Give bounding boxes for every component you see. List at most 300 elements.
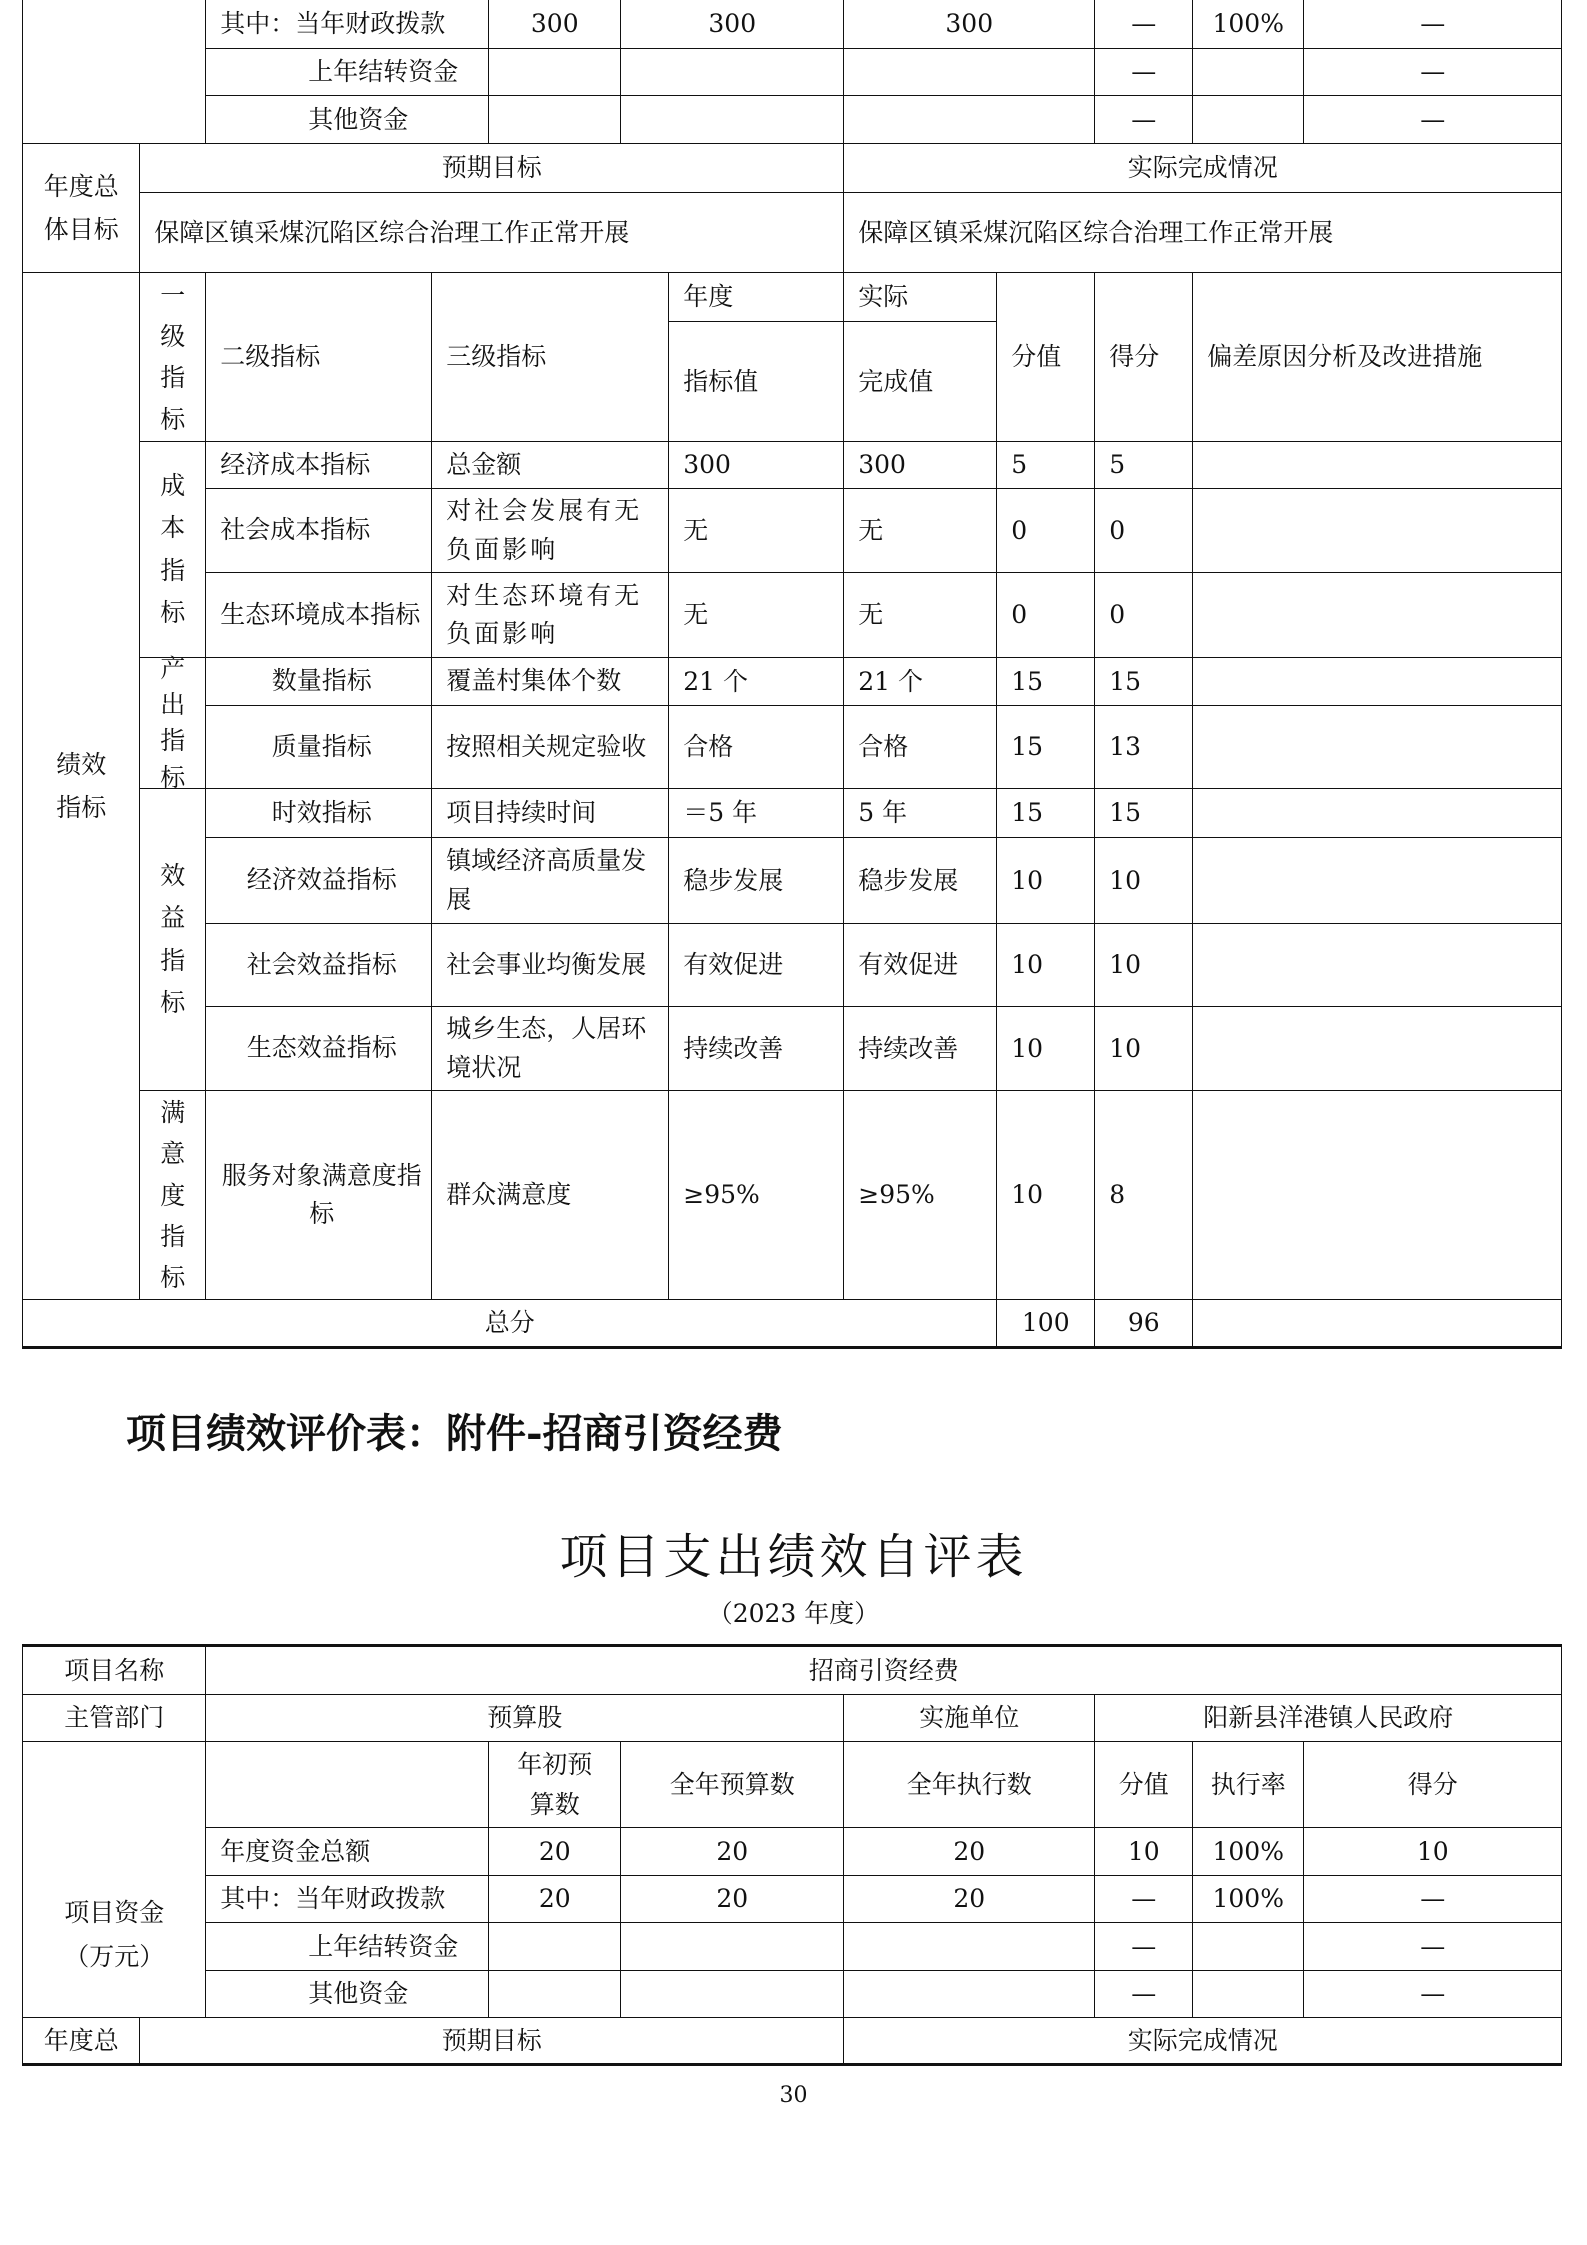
annual-target-header-top-text: 年度 [683,282,734,312]
fund-row-label [205,1875,489,1923]
fund-annual [620,0,844,49]
expected-goal-header [139,143,844,193]
fund-row-label [205,95,489,144]
actual-goal-header-text: 实际完成情况 [1127,153,1278,183]
indicator-target [668,1006,844,1091]
group-char: 效 [160,860,186,890]
funds-label-cell-blank [22,0,206,144]
funds-label-line1: 项目资金 [64,1898,165,1927]
dept [205,1694,844,1742]
indicator-deviation [1192,441,1562,489]
impl [1094,1694,1562,1742]
indicator-score-text: 10 [1109,1033,1142,1063]
annual-target-header-top [668,272,844,322]
indicator-level3-text: 总金额 [446,449,522,479]
fund-annual [620,95,844,144]
indicator-score [1094,572,1193,658]
fund-header-annual [620,1741,844,1828]
indicator-score-text: 15 [1109,798,1142,828]
indicator-level2 [205,657,432,706]
group-char: 指 [160,1221,186,1251]
fund-score-text: 10 [1416,1836,1449,1866]
indicator-actual-text: 无 [858,515,884,545]
fund-score [1303,1875,1562,1923]
indicator-score-value-text: 0 [1011,600,1028,630]
fund-rate-text: 100% [1212,1836,1284,1866]
indicator-level3-text: 群众满意度 [446,1179,572,1209]
fund-annual-text: 300 [708,8,757,38]
indicator-score-value-text: 15 [1011,666,1044,696]
indicator-level2-text: 生态效益指标 [246,1033,397,1063]
indicator-actual [843,705,997,789]
fund-score-text: — [1420,57,1446,87]
group-char: 产 [160,653,186,683]
project-name [205,1644,1562,1695]
fund-annual-text: 20 [716,1836,749,1866]
indicator-deviation [1192,923,1562,1007]
fund-executed [843,1970,1095,2018]
indicator-level3-text: 对社会发展有无负面影响 [446,496,643,564]
fund-rate [1192,0,1304,49]
fund-header-score-text: 得分 [1407,1769,1458,1799]
group-char: 益 [160,903,186,933]
fund-score-value [1094,1970,1193,2018]
fund-score-text: — [1420,1884,1446,1914]
fund-annual [620,1970,844,2018]
indicator-score [1094,705,1193,789]
fund-initial-text: 300 [530,8,579,38]
fund-executed [843,1827,1095,1876]
fund-rate [1192,48,1304,96]
indicator-score [1094,837,1193,924]
group-char: 本 [160,513,186,543]
indicator-deviation [1192,837,1562,924]
fund-score-value [1094,48,1193,96]
group-char: 标 [160,598,186,628]
fund-header-rate-text: 执行率 [1210,1769,1286,1799]
fund-header-executed [843,1741,1095,1828]
indicator-level2-text: 时效指标 [271,797,372,827]
fund-initial [488,48,621,96]
fund-score-text: — [1420,104,1446,134]
level1-char: 级 [160,322,186,351]
fund-row-label [205,48,489,96]
indicator-deviation [1192,1090,1562,1300]
fund-score-value [1094,1875,1193,1923]
indicator-score-value-text: 10 [1011,950,1044,980]
group-char: 满 [160,1098,186,1128]
impl-label-text: 实施单位 [919,1703,1020,1733]
level2-header [205,272,432,442]
expected-goal [139,192,844,273]
indicator-actual [843,837,997,924]
form-title: 项目支出绩效自评表 [559,1529,1028,1585]
indicator-level2-text: 生态环境成本指标 [220,599,421,629]
indicator-score [1094,488,1193,573]
fund-rate [1192,1875,1304,1923]
page-number: 30 [779,2083,808,2108]
indicator-level2 [205,572,432,658]
fund-header-executed-text: 全年执行数 [906,1769,1032,1799]
indicator-level2-text: 数量指标 [271,666,372,696]
indicator-score-value [996,657,1095,706]
dept-label-text: 主管部门 [64,1703,165,1733]
fund-rate-text: 100% [1212,1884,1284,1914]
fund-header-score-value-text: 分值 [1118,1769,1169,1799]
indicator-level2 [205,1090,432,1300]
indicator-actual [843,572,997,658]
fund-row-label-text: 其中：当年财政拨款 [220,8,446,38]
actual-goal-header [843,2017,1562,2066]
funds-label [22,1741,206,2018]
indicator-target [668,441,844,489]
group-char: 出 [160,690,186,719]
indicator-level2 [205,1006,432,1091]
group-char: 指 [160,726,186,756]
fund-rate [1192,95,1304,144]
indicator-score-value [996,923,1095,1007]
fund-score-text: — [1420,1931,1446,1961]
indicator-target [668,572,844,658]
fund-initial-text: 20 [538,1884,571,1914]
group-char: 成 [160,470,186,500]
fund-header-annual-text: 全年预算数 [669,1769,795,1799]
indicator-actual-text: 300 [858,450,906,480]
annual-goal-label-line2: 体目标 [43,215,119,245]
indicator-score [1094,657,1193,706]
fund-initial [488,1875,621,1923]
indicator-target-text: 持续改善 [683,1033,784,1063]
fund-annual-text: 20 [716,1884,749,1914]
fund-annual [620,1875,844,1923]
indicator-level2-text: 经济效益指标 [246,865,397,895]
form-year: （2023 年度） [707,1599,880,1628]
total-score-text: 96 [1127,1308,1160,1338]
total-label-text: 总分 [484,1308,535,1338]
indicator-level3 [431,441,669,489]
actual-header-top-text: 实际 [858,282,909,312]
fund-row-label-text: 其他资金 [308,1979,409,2009]
indicator-actual [843,657,997,706]
indicator-score-value [996,441,1095,489]
score-value-header-text: 分值 [1011,342,1062,372]
expected-goal-text: 保障区镇采煤沉陷区综合治理工作正常开展 [154,217,630,247]
fund-row-label-text: 年度资金总额 [220,1836,371,1866]
indicator-score-value-text: 0 [1011,515,1028,545]
fund-annual [620,48,844,96]
indicator-score [1094,923,1193,1007]
indicator-target-text: 21 个 [683,666,749,696]
indicator-target [668,788,844,838]
performance-label-line1: 绩效 [56,749,107,779]
fund-score [1303,95,1562,144]
indicator-score-text: 0 [1109,600,1126,630]
indicator-score-value-text: 10 [1011,865,1044,895]
indicator-level2 [205,488,432,573]
indicator-level2-text: 服务对象满意度指标 [221,1160,422,1229]
annual-target-header-bottom [668,321,844,442]
fund-executed [843,1875,1095,1923]
indicator-level2-text: 经济成本指标 [220,449,371,479]
indicator-level3 [431,488,669,573]
indicator-score-value [996,572,1095,658]
fund-score [1303,1922,1562,1971]
fund-rate [1192,1922,1304,1971]
annual-goal-label-partial-text: 年度总 [43,2025,119,2055]
indicator-actual-text: 无 [858,600,884,630]
fund-annual [620,1922,844,1971]
level1-header [139,272,206,442]
indicator-score-value-text: 10 [1011,1033,1044,1063]
indicator-level2 [205,788,432,838]
impl-text: 阳新县洋港镇人民政府 [1203,1703,1454,1733]
indicator-level3 [431,837,669,924]
indicator-score-value [996,705,1095,789]
level1-char: 一 [160,280,186,310]
group-char: 指 [160,945,186,975]
fund-executed-text: 20 [953,1884,986,1914]
level3-header-text: 三级指标 [446,342,547,372]
deviation-header-text: 偏差原因分析及改进措施 [1207,342,1483,372]
indicator-score-value-text: 10 [1011,1180,1044,1210]
indicator-actual [843,1006,997,1091]
project-name-label-text: 项目名称 [64,1655,165,1685]
fund-rate [1192,1970,1304,2018]
section-heading: 项目绩效评价表：附件-招商引资经费 [126,1410,783,1457]
expected-goal-header-text: 预期目标 [441,2025,542,2055]
indicator-actual-text: 持续改善 [858,1033,959,1063]
group-char: 意 [160,1139,186,1169]
indicator-deviation [1192,572,1562,658]
indicator-score-text: 10 [1109,950,1142,980]
fund-header-initial [488,1741,621,1828]
indicator-score-value-text: 5 [1011,450,1028,480]
indicator-level3 [431,657,669,706]
total-deviation [1192,1299,1562,1349]
fund-row-label [205,1827,489,1876]
indicator-score-text: 0 [1109,515,1126,545]
group-char: 标 [160,1263,186,1293]
indicator-actual [843,488,997,573]
indicator-level2 [205,923,432,1007]
indicator-level2 [205,441,432,489]
indicator-target-text: 合格 [683,732,734,762]
fund-header-score-value [1094,1741,1193,1828]
indicator-score [1094,441,1193,489]
fund-initial [488,95,621,144]
deviation-header [1192,272,1562,442]
indicator-actual [843,923,997,1007]
fund-score-value-text: 10 [1127,1836,1160,1866]
indicator-deviation [1192,488,1562,573]
annual-goal-label-line1: 年度总 [43,171,119,201]
expected-goal-header-text: 预期目标 [441,153,542,183]
indicator-target [668,1090,844,1300]
score-header [1094,272,1193,442]
indicator-target-text: 无 [683,515,709,545]
group-char: 标 [160,762,186,792]
indicator-level3-text: 按照相关规定验收 [446,731,647,761]
indicator-score-value-text: 15 [1011,798,1044,828]
fund-score-value [1094,0,1193,49]
actual-goal-header-text: 实际完成情况 [1127,2025,1278,2055]
level2-header-text: 二级指标 [220,342,321,372]
indicator-actual-text: ≥95% [858,1180,935,1210]
fund-initial [488,1922,621,1971]
indicator-target-text: 稳步发展 [683,865,784,895]
fund-header-blank [205,1741,489,1828]
performance-indicators-label [22,272,140,1300]
indicator-level3 [431,572,669,658]
indicator-score-value [996,788,1095,838]
impl-label [843,1694,1095,1742]
indicator-level3-text: 覆盖村集体个数 [446,666,622,696]
indicator-level3 [431,705,669,789]
fund-header-rate [1192,1741,1304,1828]
indicator-level3-text: 项目持续时间 [446,797,597,827]
fund-executed [843,0,1095,49]
indicator-score-value [996,488,1095,573]
indicator-score-value [996,1090,1095,1300]
indicator-score-text: 13 [1109,732,1142,762]
fund-initial [488,1827,621,1876]
fund-annual [620,1827,844,1876]
actual-goal-header [843,143,1562,193]
indicator-actual-text: 稳步发展 [858,865,959,895]
fund-row-label-text: 上年结转资金 [308,1931,459,1961]
fund-score-value-text: — [1131,104,1157,134]
fund-score [1303,1970,1562,2018]
group-cost-label [139,441,206,658]
fund-score-value [1094,95,1193,144]
group-benefit-label [139,788,206,1091]
fund-score-value-text: — [1131,8,1157,38]
total-label [22,1299,997,1349]
expected-goal-header [139,2017,844,2066]
indicator-level3-text: 社会事业均衡发展 [446,949,647,979]
group-char: 指 [160,555,186,585]
fund-header-initial-line1: 年初预 [517,1749,593,1779]
indicator-score [1094,1090,1193,1300]
fund-row-label-text: 上年结转资金 [308,57,459,87]
indicator-target-text: 有效促进 [683,950,784,980]
indicator-score [1094,788,1193,838]
indicator-target-text: 无 [683,600,709,630]
fund-score-value-text: — [1131,57,1157,87]
fund-score-value [1094,1827,1193,1876]
indicator-score [1094,1006,1193,1091]
indicator-level3-text: 镇域经济高质量发展 [446,846,647,914]
indicator-score-text: 5 [1109,450,1126,480]
dept-text: 预算股 [487,1703,563,1733]
group-satisfaction-label [139,1090,206,1300]
fund-score-value-text: — [1131,1979,1157,2009]
fund-score [1303,1827,1562,1876]
indicator-level2-text: 质量指标 [271,731,372,761]
indicator-target-text: 300 [683,450,731,480]
indicator-deviation [1192,705,1562,789]
indicator-actual-text: 21 个 [858,666,924,696]
dept-label [22,1694,206,1742]
fund-header-initial-line2: 算数 [529,1789,580,1819]
indicator-actual [843,1090,997,1300]
fund-rate-text: 100% [1212,8,1284,38]
fund-executed [843,95,1095,144]
indicator-actual-text: 合格 [858,732,909,762]
indicator-score-text: 15 [1109,666,1142,696]
project-name-label [22,1644,206,1695]
indicator-deviation [1192,657,1562,706]
actual-header-top [843,272,997,322]
indicator-target [668,705,844,789]
indicator-level3-text: 对生态环境有无负面影响 [446,580,643,649]
fund-row-label-text: 其他资金 [308,104,409,134]
score-header-text: 得分 [1109,342,1160,372]
actual-header-bottom [843,321,997,442]
fund-executed [843,48,1095,96]
indicator-actual-text: 有效促进 [858,950,959,980]
fund-initial [488,1970,621,2018]
annual-target-header-bottom-text: 指标值 [683,366,759,396]
indicator-target [668,657,844,706]
project-name-text: 招商引资经费 [808,1655,959,1685]
fund-score-value-text: — [1131,1884,1157,1914]
indicator-actual-text: 5 年 [858,798,908,828]
group-output-label [139,653,206,792]
indicator-target-text: ＝5 年 [683,798,758,828]
indicator-target-text: ≥95% [683,1180,760,1210]
indicator-level2-text: 社会效益指标 [246,949,397,979]
indicator-score-value [996,837,1095,924]
fund-score-text: — [1420,8,1446,38]
fund-row-label-text: 其中：当年财政拨款 [220,1884,446,1914]
fund-score-text: — [1420,1979,1446,2009]
indicator-actual [843,441,997,489]
indicator-target [668,488,844,573]
indicator-level2 [205,837,432,924]
fund-row-label [205,1922,489,1971]
funds-label-line2: （万元） [64,1941,165,1971]
fund-initial [488,0,621,49]
total-value-text: 100 [1021,1308,1070,1338]
fund-score [1303,0,1562,49]
indicator-score-value-text: 15 [1011,732,1044,762]
fund-header-score [1303,1741,1562,1828]
fund-executed-text: 300 [945,8,994,38]
fund-row-label [205,1970,489,2018]
level1-char: 指 [160,363,186,393]
actual-goal-text: 保障区镇采煤沉陷区综合治理工作正常开展 [858,217,1334,247]
indicator-level2-text: 社会成本指标 [220,515,371,545]
total-value [996,1299,1095,1349]
group-char: 度 [160,1180,186,1210]
fund-executed [843,1922,1095,1971]
indicator-score-text: 8 [1109,1180,1126,1210]
indicator-deviation [1192,788,1562,838]
fund-score [1303,48,1562,96]
indicator-level3 [431,1090,669,1300]
indicator-level3 [431,788,669,838]
indicator-deviation [1192,1006,1562,1091]
fund-score-value-text: — [1131,1931,1157,1961]
indicator-level2 [205,705,432,789]
fund-row-label [205,0,489,49]
indicator-score-value [996,1006,1095,1091]
annual-goal-label [22,143,140,273]
indicator-target [668,923,844,1007]
level1-char: 标 [160,404,186,434]
indicator-target [668,837,844,924]
